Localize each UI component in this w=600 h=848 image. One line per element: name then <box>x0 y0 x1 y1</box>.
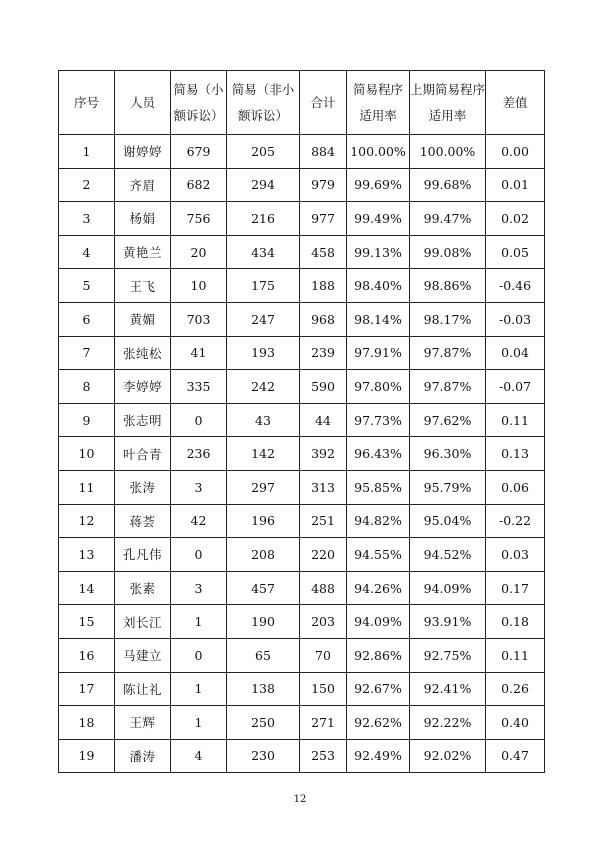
cell-previous-rate: 99.47% <box>410 202 486 236</box>
table-row <box>59 403 545 437</box>
cell-non-small-claims: 193 <box>227 336 300 370</box>
cell-small-claims: 20 <box>171 235 227 269</box>
cell-person: 黄媚 <box>115 302 171 336</box>
cell-difference: 0.26 <box>486 672 545 706</box>
cell-previous-rate: 98.17% <box>410 302 486 336</box>
cell-total: 968 <box>300 302 347 336</box>
table-row <box>59 638 545 672</box>
cell-small-claims: 236 <box>171 437 227 471</box>
cell-person: 李婷婷 <box>115 370 171 404</box>
cell-rate: 100.00% <box>347 135 410 169</box>
table-row <box>59 202 545 236</box>
cell-difference: -0.03 <box>486 302 545 336</box>
cell-previous-rate: 100.00% <box>410 135 486 169</box>
cell-previous-rate: 97.62% <box>410 403 486 437</box>
cell-total: 392 <box>300 437 347 471</box>
header-simple-procedure-rate: 简易程序适用率 <box>347 71 410 135</box>
cell-rate: 94.09% <box>347 605 410 639</box>
cell-small-claims: 0 <box>171 403 227 437</box>
cell-previous-rate: 97.87% <box>410 336 486 370</box>
cell-difference: 0.01 <box>486 168 545 202</box>
cell-total: 220 <box>300 538 347 572</box>
cell-difference: 0.18 <box>486 605 545 639</box>
cell-non-small-claims: 457 <box>227 571 300 605</box>
header-index: 序号 <box>59 71 115 135</box>
table-row <box>59 739 545 773</box>
table-row <box>59 504 545 538</box>
cell-person: 王辉 <box>115 706 171 740</box>
cell-non-small-claims: 175 <box>227 269 300 303</box>
header-person: 人员 <box>115 71 171 135</box>
cell-total: 188 <box>300 269 347 303</box>
cell-person: 潘涛 <box>115 739 171 773</box>
cell-person: 张纯松 <box>115 336 171 370</box>
cell-total: 458 <box>300 235 347 269</box>
cell-difference: 0.40 <box>486 706 545 740</box>
cell-previous-rate: 92.41% <box>410 672 486 706</box>
table-row <box>59 302 545 336</box>
cell-non-small-claims: 216 <box>227 202 300 236</box>
header-simple-small-claims: 简易（小额诉讼） <box>171 71 227 135</box>
cell-small-claims: 756 <box>171 202 227 236</box>
cell-person: 陈让礼 <box>115 672 171 706</box>
cell-small-claims: 703 <box>171 302 227 336</box>
cell-index: 18 <box>59 706 115 740</box>
cell-total: 251 <box>300 504 347 538</box>
cell-total: 239 <box>300 336 347 370</box>
cell-rate: 92.86% <box>347 638 410 672</box>
cell-small-claims: 679 <box>171 135 227 169</box>
table-row <box>59 135 545 169</box>
cell-index: 10 <box>59 437 115 471</box>
cell-person: 马建立 <box>115 638 171 672</box>
cell-previous-rate: 92.02% <box>410 739 486 773</box>
cell-index: 3 <box>59 202 115 236</box>
cell-difference: 0.00 <box>486 135 545 169</box>
cell-small-claims: 42 <box>171 504 227 538</box>
cell-difference: -0.07 <box>486 370 545 404</box>
cell-person: 张涛 <box>115 470 171 504</box>
cell-index: 19 <box>59 739 115 773</box>
cell-index: 8 <box>59 370 115 404</box>
cell-rate: 92.62% <box>347 706 410 740</box>
cell-person: 张素 <box>115 571 171 605</box>
table-row <box>59 336 545 370</box>
cell-previous-rate: 95.04% <box>410 504 486 538</box>
cell-index: 12 <box>59 504 115 538</box>
cell-small-claims: 0 <box>171 538 227 572</box>
cell-previous-rate: 98.86% <box>410 269 486 303</box>
cell-rate: 97.73% <box>347 403 410 437</box>
cell-non-small-claims: 190 <box>227 605 300 639</box>
cell-index: 16 <box>59 638 115 672</box>
cell-total: 271 <box>300 706 347 740</box>
table-row <box>59 370 545 404</box>
cell-non-small-claims: 247 <box>227 302 300 336</box>
cell-small-claims: 0 <box>171 638 227 672</box>
page-number: 12 <box>293 794 307 805</box>
cell-previous-rate: 94.52% <box>410 538 486 572</box>
cell-person: 蒋荟 <box>115 504 171 538</box>
cell-previous-rate: 92.75% <box>410 638 486 672</box>
cell-non-small-claims: 205 <box>227 135 300 169</box>
cell-small-claims: 3 <box>171 571 227 605</box>
cell-small-claims: 3 <box>171 470 227 504</box>
header-difference: 差值 <box>486 71 545 135</box>
cell-rate: 99.13% <box>347 235 410 269</box>
cell-total: 150 <box>300 672 347 706</box>
table-row <box>59 269 545 303</box>
table-body <box>59 135 545 773</box>
cell-difference: 0.06 <box>486 470 545 504</box>
cell-small-claims: 682 <box>171 168 227 202</box>
header-total: 合计 <box>300 71 347 135</box>
cell-difference: 0.11 <box>486 403 545 437</box>
cell-non-small-claims: 242 <box>227 370 300 404</box>
cell-non-small-claims: 138 <box>227 672 300 706</box>
cell-rate: 99.69% <box>347 168 410 202</box>
cell-index: 4 <box>59 235 115 269</box>
table-row <box>59 672 545 706</box>
cell-previous-rate: 92.22% <box>410 706 486 740</box>
cell-rate: 98.40% <box>347 269 410 303</box>
cell-index: 14 <box>59 571 115 605</box>
table-row <box>59 235 545 269</box>
cell-person: 孔凡伟 <box>115 538 171 572</box>
cell-total: 979 <box>300 168 347 202</box>
cell-person: 王飞 <box>115 269 171 303</box>
cell-small-claims: 4 <box>171 739 227 773</box>
cell-previous-rate: 96.30% <box>410 437 486 471</box>
cell-index: 13 <box>59 538 115 572</box>
cell-person: 谢婷婷 <box>115 135 171 169</box>
cell-rate: 96.43% <box>347 437 410 471</box>
cell-non-small-claims: 142 <box>227 437 300 471</box>
cell-total: 488 <box>300 571 347 605</box>
cell-person: 张志明 <box>115 403 171 437</box>
cell-index: 15 <box>59 605 115 639</box>
cell-previous-rate: 99.08% <box>410 235 486 269</box>
cell-difference: -0.22 <box>486 504 545 538</box>
cell-difference: 0.17 <box>486 571 545 605</box>
cell-previous-rate: 93.91% <box>410 605 486 639</box>
cell-rate: 94.55% <box>347 538 410 572</box>
table-row <box>59 538 545 572</box>
table-row <box>59 168 545 202</box>
cell-total: 590 <box>300 370 347 404</box>
cell-non-small-claims: 434 <box>227 235 300 269</box>
cell-small-claims: 335 <box>171 370 227 404</box>
cell-rate: 97.80% <box>347 370 410 404</box>
table-row <box>59 605 545 639</box>
cell-total: 313 <box>300 470 347 504</box>
cell-index: 5 <box>59 269 115 303</box>
header-previous-rate: 上期简易程序适用率 <box>410 71 486 135</box>
cell-non-small-claims: 208 <box>227 538 300 572</box>
cell-small-claims: 10 <box>171 269 227 303</box>
cell-total: 44 <box>300 403 347 437</box>
cell-non-small-claims: 43 <box>227 403 300 437</box>
cell-total: 203 <box>300 605 347 639</box>
cell-rate: 95.85% <box>347 470 410 504</box>
cell-total: 253 <box>300 739 347 773</box>
cell-index: 6 <box>59 302 115 336</box>
cell-index: 2 <box>59 168 115 202</box>
cell-difference: 0.05 <box>486 235 545 269</box>
header-row <box>59 71 545 135</box>
cell-index: 1 <box>59 135 115 169</box>
cell-person: 齐眉 <box>115 168 171 202</box>
cell-previous-rate: 94.09% <box>410 571 486 605</box>
cell-non-small-claims: 297 <box>227 470 300 504</box>
cell-non-small-claims: 294 <box>227 168 300 202</box>
cell-rate: 98.14% <box>347 302 410 336</box>
cell-small-claims: 1 <box>171 605 227 639</box>
cell-index: 17 <box>59 672 115 706</box>
cell-total: 884 <box>300 135 347 169</box>
cell-previous-rate: 99.68% <box>410 168 486 202</box>
cell-rate: 92.67% <box>347 672 410 706</box>
cell-small-claims: 1 <box>171 706 227 740</box>
cell-person: 叶合青 <box>115 437 171 471</box>
statistics-table <box>58 70 545 773</box>
cell-difference: 0.03 <box>486 538 545 572</box>
cell-person: 黄艳兰 <box>115 235 171 269</box>
cell-person: 刘长江 <box>115 605 171 639</box>
cell-non-small-claims: 196 <box>227 504 300 538</box>
cell-small-claims: 41 <box>171 336 227 370</box>
cell-total: 70 <box>300 638 347 672</box>
table-row <box>59 571 545 605</box>
cell-non-small-claims: 230 <box>227 739 300 773</box>
table-row <box>59 437 545 471</box>
cell-previous-rate: 95.79% <box>410 470 486 504</box>
cell-difference: 0.02 <box>486 202 545 236</box>
cell-person: 杨娟 <box>115 202 171 236</box>
cell-index: 11 <box>59 470 115 504</box>
cell-non-small-claims: 65 <box>227 638 300 672</box>
cell-index: 9 <box>59 403 115 437</box>
cell-rate: 92.49% <box>347 739 410 773</box>
cell-non-small-claims: 250 <box>227 706 300 740</box>
cell-difference: -0.46 <box>486 269 545 303</box>
header-simple-non-small-claims: 简易（非小额诉讼） <box>227 71 300 135</box>
cell-difference: 0.11 <box>486 638 545 672</box>
cell-previous-rate: 97.87% <box>410 370 486 404</box>
cell-difference: 0.13 <box>486 437 545 471</box>
table-row <box>59 706 545 740</box>
cell-index: 7 <box>59 336 115 370</box>
cell-total: 977 <box>300 202 347 236</box>
cell-rate: 99.49% <box>347 202 410 236</box>
cell-small-claims: 1 <box>171 672 227 706</box>
cell-rate: 97.91% <box>347 336 410 370</box>
table-row <box>59 470 545 504</box>
cell-rate: 94.26% <box>347 571 410 605</box>
cell-difference: 0.47 <box>486 739 545 773</box>
cell-difference: 0.04 <box>486 336 545 370</box>
cell-rate: 94.82% <box>347 504 410 538</box>
